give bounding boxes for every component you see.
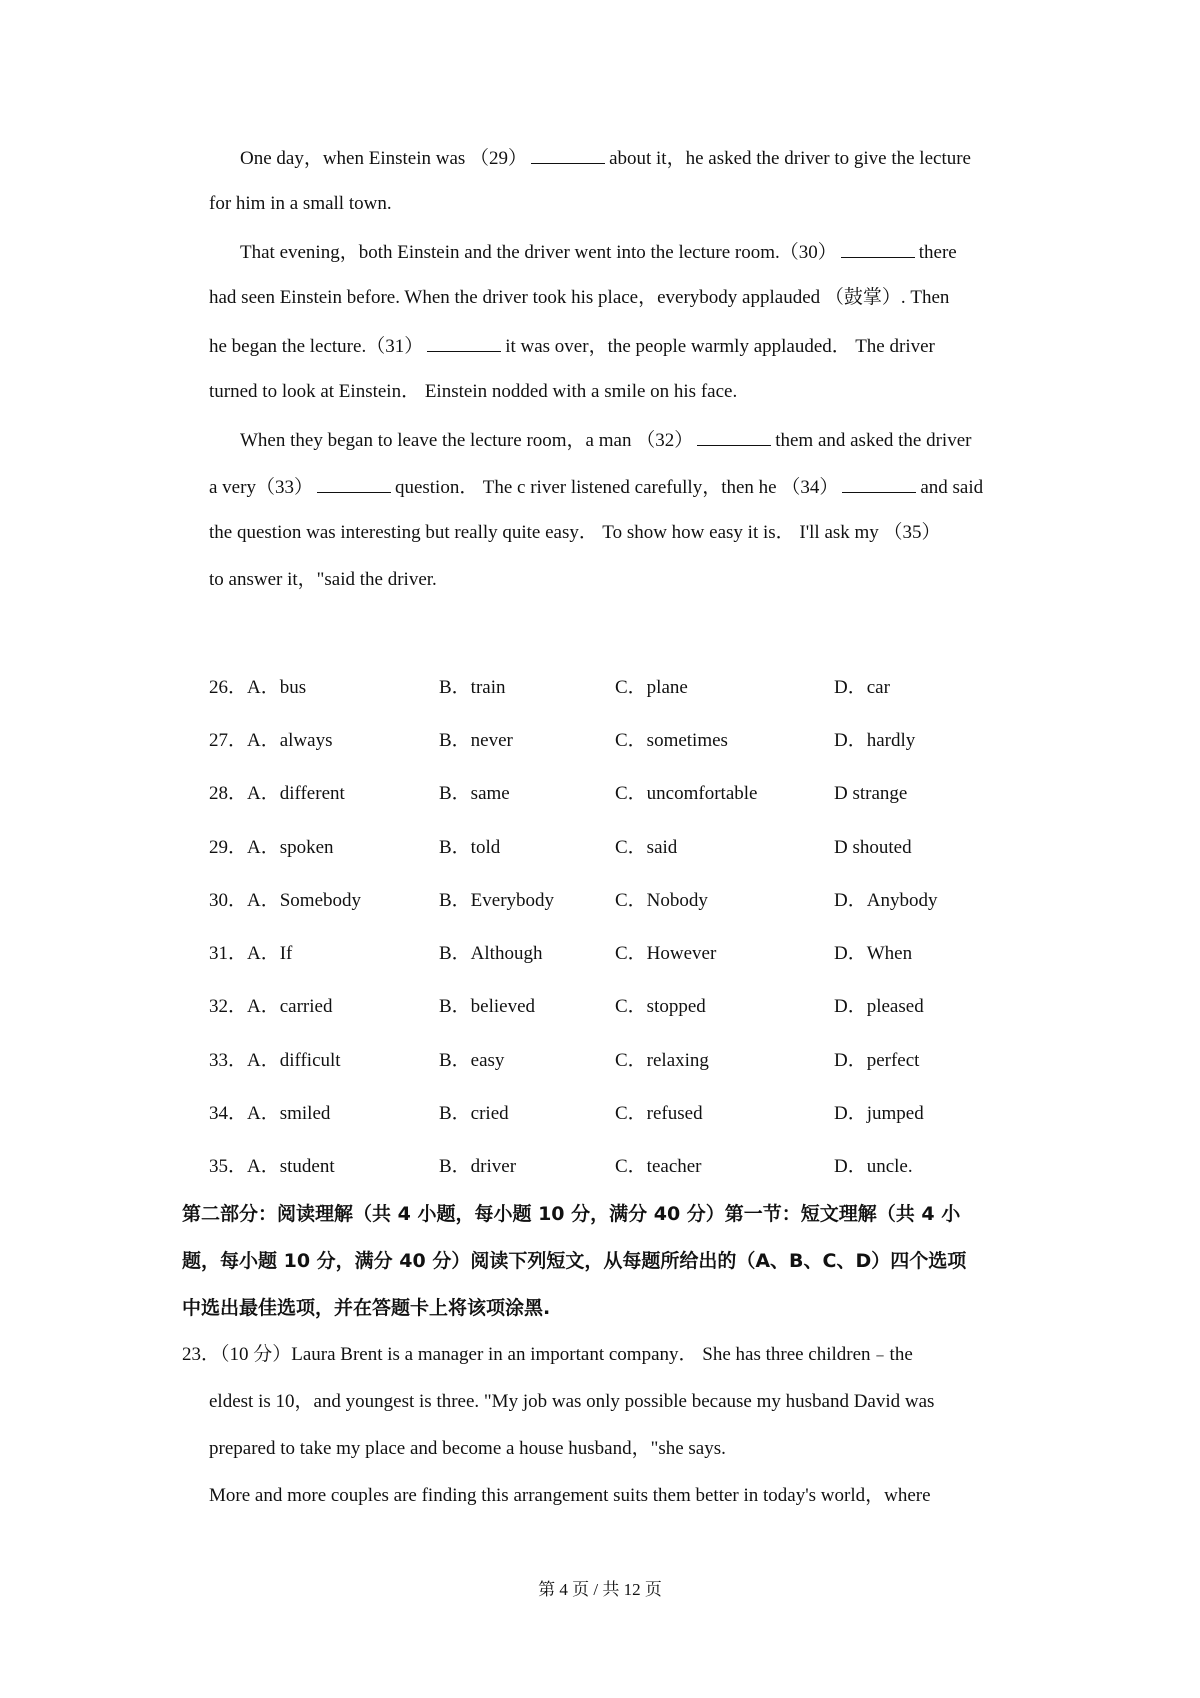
passage-line bbox=[240, 427, 971, 453]
option-number-a: 34．A．smiled bbox=[209, 1103, 331, 1124]
option-number-a: 30．A．Somebody bbox=[209, 890, 362, 911]
option-b: B．easy bbox=[439, 1050, 505, 1071]
passage-line: to answer it，"said the driver. bbox=[209, 569, 437, 590]
option-b: B．same bbox=[439, 783, 510, 804]
option-d: D．car bbox=[834, 677, 890, 698]
option-d: D．hardly bbox=[834, 730, 916, 751]
option-b: B．cried bbox=[439, 1103, 509, 1124]
option-c: C．said bbox=[615, 837, 678, 858]
section-heading-line: 第二部分：阅读理解（共 4 小题，每小题 10 分，满分 40 分）第一节：短文理解（共 4 小 bbox=[182, 1203, 961, 1225]
option-d: D．Anybody bbox=[834, 890, 938, 911]
blank-32 bbox=[697, 427, 771, 446]
option-c: C．relaxing bbox=[615, 1050, 709, 1071]
passage-line bbox=[209, 333, 935, 359]
blank-34 bbox=[842, 474, 916, 493]
section-heading-line: 题，每小题 10 分，满分 40 分）阅读下列短文，从每题所给出的（A、B、C、D）四个选项 bbox=[182, 1250, 967, 1272]
option-number-a: 35．A．student bbox=[209, 1156, 335, 1177]
passage-line bbox=[209, 474, 983, 500]
text: One day，when Einstein was （29） bbox=[240, 148, 528, 169]
option-number-a: 31．A．If bbox=[209, 943, 293, 964]
option-d: D strange bbox=[834, 783, 908, 804]
option-c: C．Nobody bbox=[615, 890, 708, 911]
option-number-a: 29．A．spoken bbox=[209, 837, 334, 858]
option-b: B．train bbox=[439, 677, 506, 698]
option-b: B．told bbox=[439, 837, 501, 858]
passage-line: turned to look at Einstein． Einstein nodded with a smile on his face. bbox=[209, 381, 738, 402]
question-line: eldest is 10，and youngest is three. "My job was only possible because my husband David was bbox=[209, 1391, 935, 1412]
option-c: C．sometimes bbox=[615, 730, 728, 751]
option-b: B．driver bbox=[439, 1156, 517, 1177]
passage-line bbox=[240, 239, 957, 265]
option-d: D shouted bbox=[834, 837, 912, 858]
text: he began the lecture.（31） bbox=[209, 336, 424, 357]
option-d: D．perfect bbox=[834, 1050, 920, 1071]
text: about it，he asked the driver to give the lecture bbox=[609, 148, 971, 169]
text: a very（33） bbox=[209, 477, 313, 498]
passage-line: had seen Einstein before. When the driver took his place，everybody applauded （鼓掌）. Then bbox=[209, 287, 950, 308]
option-b: B．Although bbox=[439, 943, 543, 964]
blank-33 bbox=[317, 474, 391, 493]
option-number-a: 32．A．carried bbox=[209, 996, 333, 1017]
passage-line bbox=[240, 145, 971, 171]
blank-29 bbox=[531, 145, 605, 164]
option-c: C．teacher bbox=[615, 1156, 702, 1177]
text: When they began to leave the lecture room，a man （32） bbox=[240, 430, 694, 451]
option-number-a: 33．A．difficult bbox=[209, 1050, 341, 1071]
option-c: C．However bbox=[615, 943, 717, 964]
option-number-a: 28．A．different bbox=[209, 783, 345, 804]
text: question． The c river listened carefully，then he （34） bbox=[394, 477, 839, 498]
option-number-a: 27．A．always bbox=[209, 730, 333, 751]
option-d: D．jumped bbox=[834, 1103, 924, 1124]
text: there bbox=[918, 242, 957, 263]
page-footer: 第 4 页 / 共 12 页 bbox=[538, 1580, 662, 1599]
question-line: More and more couples are finding this arrangement suits them better in today's world，where bbox=[209, 1485, 931, 1506]
option-d: D．uncle. bbox=[834, 1156, 913, 1177]
option-d: D．When bbox=[834, 943, 913, 964]
text: That evening，both Einstein and the driver went into the lecture room.（30） bbox=[240, 242, 837, 263]
text: and said bbox=[920, 477, 984, 498]
question-line: prepared to take my place and become a house husband，"she says. bbox=[209, 1438, 726, 1459]
option-b: B．never bbox=[439, 730, 513, 751]
passage-line: for him in a small town. bbox=[209, 193, 392, 214]
text: them and asked the driver bbox=[775, 430, 972, 451]
passage-line: the question was interesting but really quite easy． To show how easy it is． I'll ask my （35） bbox=[209, 522, 941, 543]
option-b: B．Everybody bbox=[439, 890, 555, 911]
option-number-a: 26．A．bus bbox=[209, 677, 307, 698]
blank-30 bbox=[841, 239, 915, 258]
option-b: B．believed bbox=[439, 996, 536, 1017]
section-heading-line: 中选出最佳选项，并在答题卡上将该项涂黑. bbox=[182, 1297, 551, 1319]
option-c: C．uncomfortable bbox=[615, 783, 758, 804]
text: it was over，the people warmly applauded． The driver bbox=[505, 336, 935, 357]
option-c: C．stopped bbox=[615, 996, 706, 1017]
question-line: 23．（10 分）Laura Brent is a manager in an important company． She has three children﹣the bbox=[182, 1344, 913, 1365]
option-c: C．plane bbox=[615, 677, 688, 698]
blank-31 bbox=[427, 333, 501, 352]
option-c: C．refused bbox=[615, 1103, 703, 1124]
option-d: D．pleased bbox=[834, 996, 924, 1017]
